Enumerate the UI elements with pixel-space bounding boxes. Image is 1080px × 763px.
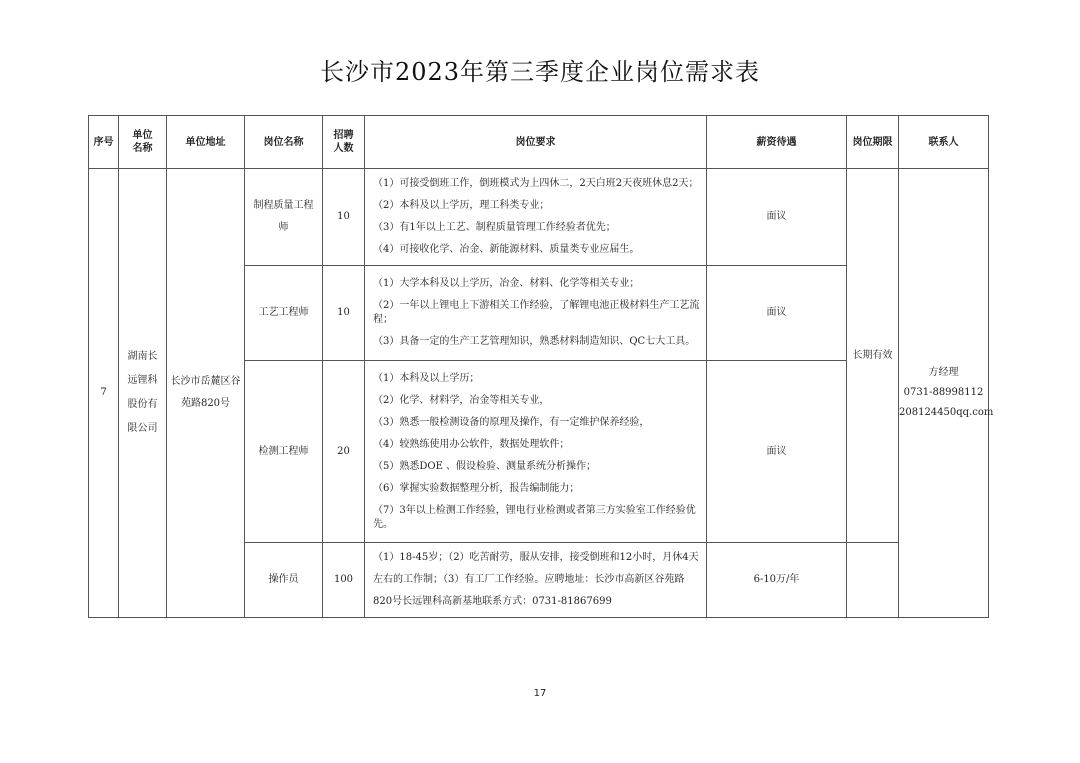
contact-phone: 0731-88998112 [903,387,984,398]
company-name-cell: 湖南长远锂科股份有限公司 [119,169,167,618]
requirement-item: （1）本科及以上学历； [373,372,480,384]
requirement-item: （4）可接收化学、冶金、新能源材料、质量类专业应届生。 [373,244,640,255]
job-name-cell: 检测工程师 [245,361,323,543]
table-row [89,169,989,266]
requirements-cell [365,169,707,266]
header-salary: 薪资待遇 [707,116,847,169]
requirement-item: （1）可接受倒班工作，倒班模式为上四休二，2天白班2天夜班休息2天； [373,178,699,189]
header-contact: 联系人 [899,116,989,169]
header-unit-address: 单位地址 [167,116,245,169]
requirement-item: （2）一年以上锂电上下游相关工作经验，了解锂电池正极材料生产工艺流程； [373,300,700,325]
header-term: 岗位期限 [847,116,899,169]
requirement-item: （2）本科及以上学历，理工科类专业； [373,200,550,211]
header-seq: 序号 [89,116,119,169]
requirement-item: （5）熟悉DOE 、假设检验、测量系统分析操作； [373,460,597,472]
header-job-name: 岗位名称 [245,116,323,169]
salary-cell: 面议 [707,169,847,266]
requirement-item: （6）掌握实验数据整理分析，报告编制能力； [373,482,580,494]
salary-cell: 6-10万/年 [707,543,847,618]
headcount-cell: 20 [323,361,365,543]
job-name-cell: 工艺工程师 [245,266,323,361]
job-name-cell: 操作员 [245,543,323,618]
table-header-row [89,116,989,169]
seq-cell: 7 [89,169,119,618]
requirement-item: （4）较熟练使用办公软件，数据处理软件； [373,438,570,450]
term-cell: 长期有效 [847,169,899,543]
salary-cell: 面议 [707,361,847,543]
requirements-cell [365,543,707,618]
requirement-item: （2）化学、材料学，冶金等相关专业， [373,394,550,406]
headcount-cell: 10 [323,169,365,266]
headcount-cell: 100 [323,543,365,618]
contact-name: 方经理 [928,367,959,378]
header-unit-name: 单位名称 [119,116,167,169]
contact-email: 208124450qq.com [899,407,994,418]
requirement-item: （3）具备一定的生产工艺管理知识，熟悉材料制造知识、QC七大工具。 [373,336,696,347]
requirements-cell [365,266,707,361]
requirement-item: （7）3年以上检测工作经验，锂电行业检测或者第三方实验室工作经验优先。 [373,504,696,530]
requirement-item: （3）有1年以上工艺、制程质量管理工作经验者优先； [373,222,616,233]
requirement-item: （3）熟悉一般检测设备的原理及操作，有一定维护保养经验， [373,416,650,428]
job-name-cell: 制程质量工程师 [245,169,323,266]
requirement-text: （1）18-45岁；（2）吃苦耐劳，服从安排，接受倒班和12小时，月休4天左右的工作制；（3）有工厂工作经验。应聘地址：长沙市高新区谷苑路820号长远锂科高新基地联系方式：0731-81867699 [373,552,699,607]
header-headcount: 招聘人数 [323,116,365,169]
contact-cell [899,169,994,618]
requirements-cell [365,361,707,543]
page-number: 17 [533,688,547,699]
header-requirements: 岗位要求 [365,116,707,169]
term-cell-empty [847,543,899,618]
company-address-cell: 长沙市岳麓区谷苑路820号 [167,169,245,618]
page-title: 长沙市2023年第三季度企业岗位需求表 [319,58,761,86]
job-demand-table [88,115,994,618]
salary-cell: 面议 [707,266,847,361]
headcount-cell: 10 [323,266,365,361]
requirement-item: （1）大学本科及以上学历，冶金、材料、化学等相关专业； [373,278,640,289]
